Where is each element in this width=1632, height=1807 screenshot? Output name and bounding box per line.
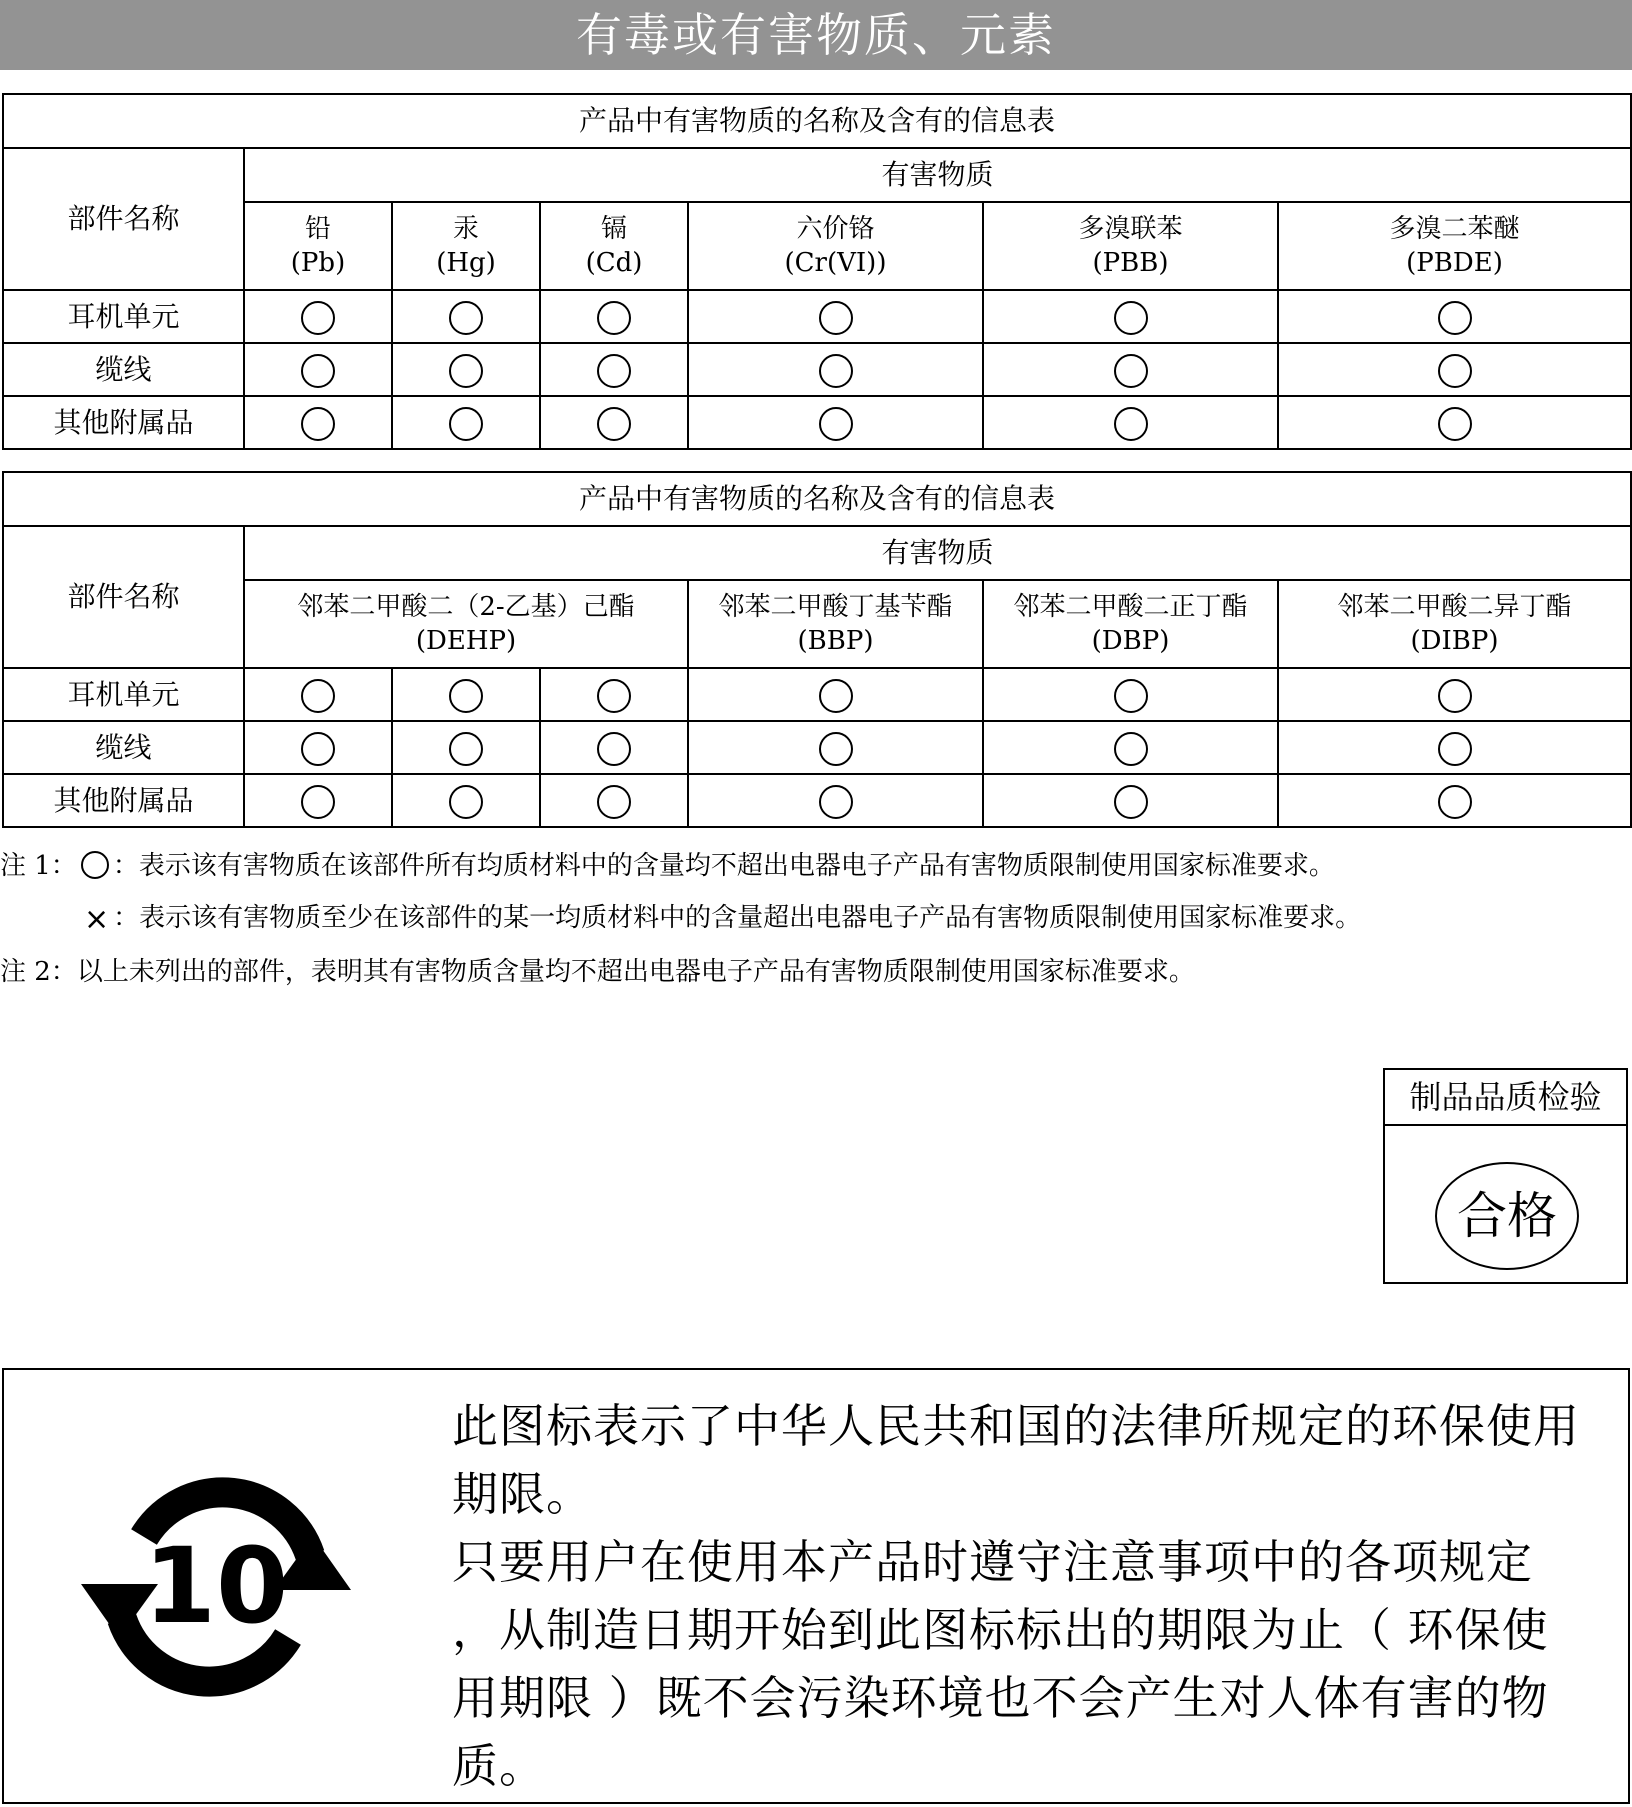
substance-header: 邻苯二甲酸二正丁酯 (DBP) <box>983 580 1278 668</box>
table-row <box>3 774 1631 827</box>
part-name: 耳机单元 <box>3 668 244 721</box>
compliance-mark <box>688 396 983 449</box>
circle-icon <box>1114 679 1148 713</box>
compliance-mark <box>1278 290 1631 343</box>
circle-icon <box>81 851 109 879</box>
compliance-mark <box>244 721 392 774</box>
circle-icon <box>597 407 631 441</box>
cross-icon: × <box>84 902 110 937</box>
hazardous-substance-table-1 <box>2 93 1632 450</box>
substance-header: 邻苯二甲酸丁基苄酯 (BBP) <box>688 580 983 668</box>
efup-paragraph: 只要用户在使用本产品时遵守注意事项中的各项规定 ，从制造日期开始到此图标标出的期限为止（ 环保使用期限 ）既不会污染环境也不会产生对人体有害的物质。 <box>452 1535 1549 1793</box>
note-2-prefix: 注 2： <box>0 957 77 987</box>
compliance-mark <box>983 290 1278 343</box>
compliance-mark <box>392 668 540 721</box>
table-row <box>3 668 1631 721</box>
efup-10-icon <box>66 1442 366 1732</box>
part-name-header: 部件名称 <box>3 526 244 668</box>
compliance-mark <box>392 396 540 449</box>
compliance-mark <box>392 290 540 343</box>
substance-header: 镉 (Cd) <box>540 202 688 290</box>
compliance-mark <box>1278 396 1631 449</box>
substance-group-header: 有害物质 <box>244 148 1631 202</box>
circle-icon <box>597 732 631 766</box>
substance-header: 邻苯二甲酸二异丁酯 (DIBP) <box>1278 580 1631 668</box>
substance-header: 多溴联苯 (PBB) <box>983 202 1278 290</box>
circle-icon <box>301 679 335 713</box>
part-name: 其他附属品 <box>3 774 244 827</box>
compliance-mark <box>392 343 540 396</box>
circle-icon <box>449 785 483 819</box>
circle-icon <box>301 407 335 441</box>
table-row <box>3 343 1631 396</box>
compliance-mark <box>983 343 1278 396</box>
page-title-banner: 有毒或有害物质、元素 <box>0 0 1632 70</box>
compliance-mark <box>244 290 392 343</box>
circle-icon <box>1438 785 1472 819</box>
note-2-text: 以上未列出的部件，表明其有害物质含量均不超出电器电子产品有害物质限制使用国家标准要求。 <box>76 957 1195 987</box>
compliance-mark <box>688 774 983 827</box>
circle-icon <box>449 354 483 388</box>
circle-icon <box>301 732 335 766</box>
circle-icon <box>301 354 335 388</box>
compliance-mark <box>540 774 688 827</box>
compliance-mark <box>392 721 540 774</box>
note-1-circle-text: ：表示该有害物质在该部件所有均质材料中的含量均不超出电器电子产品有害物质限制使用国家标准要求。 <box>112 851 1335 881</box>
substance-header: 六价铬 (Cr(VI)) <box>688 202 983 290</box>
circle-icon <box>449 407 483 441</box>
compliance-mark <box>983 396 1278 449</box>
circle-icon <box>1438 679 1472 713</box>
circle-icon <box>819 679 853 713</box>
note-1-circle <box>0 840 1632 892</box>
circle-icon <box>819 354 853 388</box>
circle-icon <box>1438 407 1472 441</box>
part-name-header: 部件名称 <box>3 148 244 290</box>
circle-icon <box>301 301 335 335</box>
circle-icon <box>449 679 483 713</box>
circle-icon <box>1438 301 1472 335</box>
efup-paragraph: 此图标表示了中华人民共和国的法律所规定的环保使用期限。 <box>452 1399 1580 1521</box>
pass-seal: 合格 <box>1435 1162 1579 1270</box>
substance-header: 铅 (Pb) <box>244 202 392 290</box>
circle-icon <box>819 407 853 441</box>
compliance-mark <box>244 396 392 449</box>
table-row <box>3 290 1631 343</box>
circle-icon <box>819 732 853 766</box>
note-1-cross <box>0 892 1632 946</box>
circle-icon <box>1438 354 1472 388</box>
substance-group-header: 有害物质 <box>244 526 1631 580</box>
compliance-mark <box>1278 774 1631 827</box>
circle-icon <box>1438 732 1472 766</box>
compliance-mark <box>688 290 983 343</box>
circle-icon <box>1114 407 1148 441</box>
circle-icon <box>1114 785 1148 819</box>
compliance-mark <box>540 668 688 721</box>
circle-icon <box>819 785 853 819</box>
circle-icon <box>597 301 631 335</box>
compliance-mark <box>540 396 688 449</box>
compliance-mark <box>392 774 540 827</box>
table-caption: 产品中有害物质的名称及含有的信息表 <box>3 472 1631 526</box>
compliance-mark <box>540 343 688 396</box>
compliance-mark <box>244 774 392 827</box>
circle-icon <box>1114 301 1148 335</box>
compliance-mark <box>688 668 983 721</box>
part-name: 其他附属品 <box>3 396 244 449</box>
compliance-mark <box>540 721 688 774</box>
compliance-mark <box>983 721 1278 774</box>
note-2 <box>0 946 1632 998</box>
note-1-cross-text: ：表示该有害物质至少在该部件的某一均质材料中的含量超出电器电子产品有害物质限制使用国家标准要求。 <box>113 903 1362 933</box>
table-row <box>3 396 1631 449</box>
table-caption: 产品中有害物质的名称及含有的信息表 <box>3 94 1631 148</box>
circle-icon <box>1114 732 1148 766</box>
circle-icon <box>301 785 335 819</box>
circle-icon <box>597 679 631 713</box>
compliance-mark <box>244 668 392 721</box>
substance-header: 邻苯二甲酸二（2-乙基）己酯 (DEHP) <box>244 580 688 668</box>
circle-icon <box>597 354 631 388</box>
quality-check-box <box>1383 1068 1628 1284</box>
substance-header: 多溴二苯醚 (PBDE) <box>1278 202 1631 290</box>
circle-icon <box>819 301 853 335</box>
part-name: 缆线 <box>3 343 244 396</box>
circle-icon <box>1114 354 1148 388</box>
compliance-mark <box>1278 668 1631 721</box>
substance-header: 汞 (Hg) <box>392 202 540 290</box>
hazardous-substance-table-2 <box>2 471 1632 828</box>
part-name: 缆线 <box>3 721 244 774</box>
compliance-mark <box>1278 343 1631 396</box>
compliance-mark <box>983 668 1278 721</box>
quality-check-title: 制品品质检验 <box>1385 1070 1626 1126</box>
circle-icon <box>449 732 483 766</box>
note-1-prefix: 注 1： <box>0 851 77 881</box>
circle-icon <box>597 785 631 819</box>
compliance-mark <box>983 774 1278 827</box>
circle-icon <box>449 301 483 335</box>
table-row <box>3 721 1631 774</box>
environment-protection-period-box <box>2 1368 1630 1804</box>
efup-description <box>452 1392 1582 1800</box>
efup-number: 10 <box>143 1525 289 1647</box>
notes <box>0 840 1632 998</box>
compliance-mark <box>688 721 983 774</box>
part-name: 耳机单元 <box>3 290 244 343</box>
compliance-mark <box>540 290 688 343</box>
compliance-mark <box>1278 721 1631 774</box>
compliance-mark <box>688 343 983 396</box>
compliance-mark <box>244 343 392 396</box>
